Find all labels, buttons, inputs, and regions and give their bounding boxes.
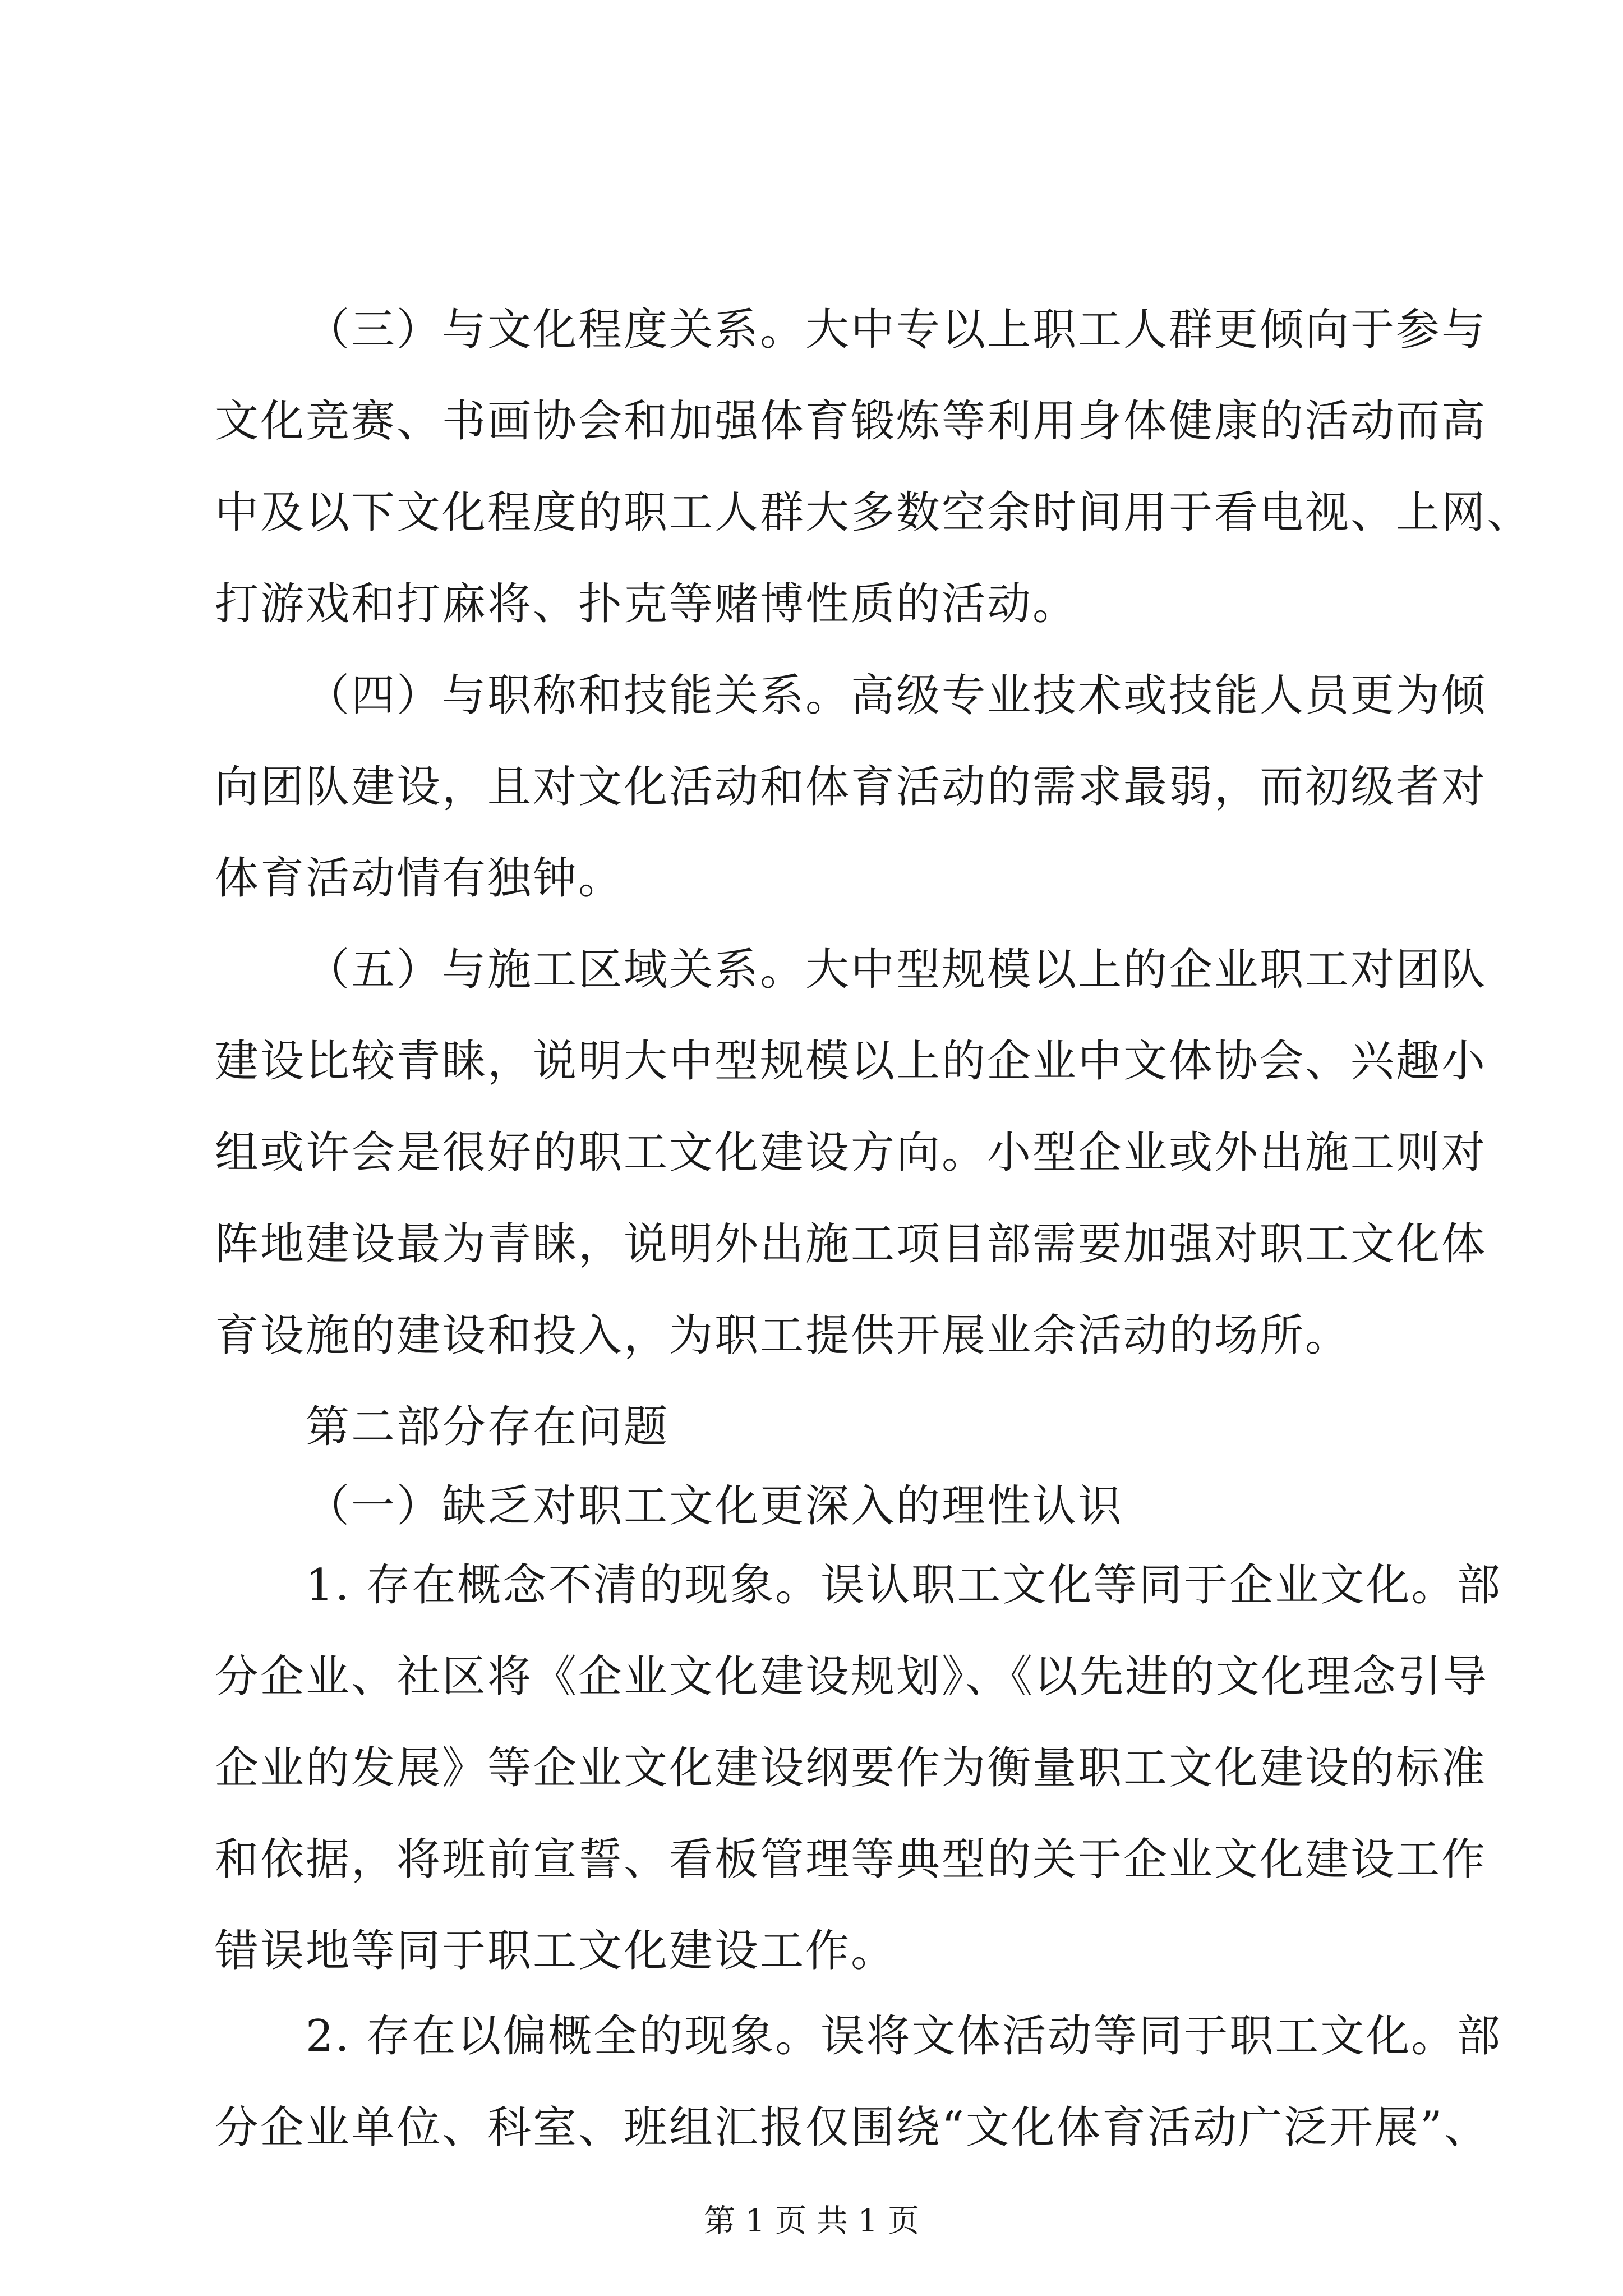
- paragraph-line: 1. 存在概念不清的现象。误认职工文化等同于企业文化。部: [306, 1560, 1502, 1611]
- paragraph-line: 分企业、社区将《企业文化建设规划》、《以先进的文化理念引导: [215, 1651, 1489, 1702]
- paragraph-line: 文化竞赛、书画协会和加强体育锻炼等利用身体健康的活动而高: [215, 396, 1487, 447]
- page-number-footer: 第 1 页 共 1 页: [703, 2203, 920, 2239]
- paragraph-line: 阵地建设最为青睐，说明外出施工项目部需要加强对职工文化体: [215, 1219, 1487, 1269]
- paragraph-line: 2. 存在以偏概全的现象。误将文体活动等同于职工文化。部: [306, 2011, 1502, 2062]
- paragraph-line: 企业的发展》等企业文化建设纲要作为衡量职工文化建设的标准: [215, 1743, 1487, 1793]
- paragraph-line: 中及以下文化程度的职工人群大多数空余时间用于看电视、上网、: [215, 487, 1533, 538]
- paragraph-line: 和依据，将班前宣誓、看板管理等典型的关于企业文化建设工作: [215, 1834, 1487, 1885]
- paragraph-line: 育设施的建设和投入，为职工提供开展业余活动的场所。: [215, 1310, 1351, 1361]
- paragraph-line: （五）与施工区域关系。大中型规模以上的企业职工对团队: [306, 945, 1487, 995]
- paragraph-line: 错误地等同于职工文化建设工作。: [215, 1926, 897, 1976]
- subsection-heading: （一）缺乏对职工文化更深入的理性认识: [306, 1481, 1124, 1531]
- paragraph-line: 分企业单位、科室、班组汇报仅围绕“文化体育活动广泛开展”、: [215, 2102, 1490, 2153]
- paragraph-line: 体育活动情有独钟。: [215, 853, 624, 904]
- paragraph-line: 建设比较青睐，说明大中型规模以上的企业中文体协会、兴趣小: [215, 1036, 1487, 1087]
- paragraph-line: 组或许会是很好的职工文化建设方向。小型企业或外出施工则对: [215, 1128, 1487, 1178]
- paragraph-line: 向团队建设，且对文化活动和体育活动的需求最弱，而初级者对: [215, 762, 1487, 812]
- paragraph-line: 打游戏和打麻将、扑克等赌博性质的活动。: [215, 579, 1078, 629]
- section-heading: 第二部分存在问题: [306, 1402, 670, 1452]
- paragraph-line: （三）与文化程度关系。大中专以上职工人群更倾向于参与: [306, 305, 1487, 355]
- paragraph-line: （四）与职称和技能关系。高级专业技术或技能人员更为倾: [306, 670, 1487, 721]
